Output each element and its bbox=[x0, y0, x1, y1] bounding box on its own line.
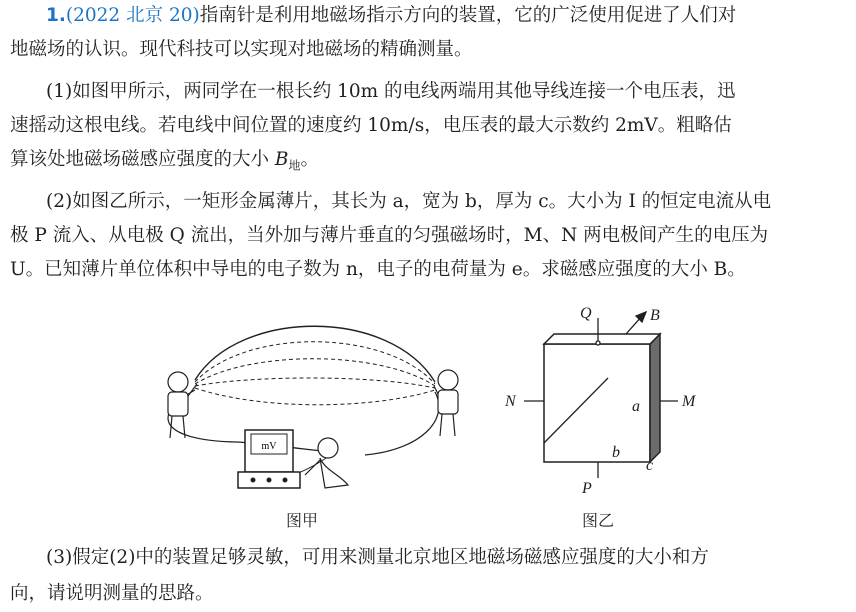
question-number: 1. bbox=[46, 5, 66, 26]
caption-yi: 图乙 bbox=[582, 511, 615, 530]
caption-jia: 图甲 bbox=[286, 511, 319, 530]
student-reading-meter bbox=[305, 438, 348, 488]
part3-line-2: 向，请说明测量的思路。 bbox=[10, 583, 214, 604]
symbol-b: B bbox=[274, 149, 289, 170]
figure-yi bbox=[500, 298, 710, 503]
b-field-arrow bbox=[626, 312, 646, 334]
label-c: c bbox=[646, 457, 654, 474]
part2-line-3: U。已知薄片单位体积中导电的电子数为 n，电子的电荷量为 e。求磁感应强度的大小 B。 bbox=[10, 259, 746, 280]
label-b-width: b bbox=[612, 444, 620, 461]
label-p: P bbox=[582, 480, 592, 497]
part3-line-1: (3)假定(2)中的装置足够灵敏，可用来测量北京地区地磁场磁感应强度的大小和方 bbox=[46, 547, 709, 568]
voltmeter-label: mV bbox=[261, 441, 277, 452]
wire-arcs bbox=[195, 326, 435, 405]
question-intro-line-2: 地磁场的认识。现代科技可以实现对地磁场的精确测量。 bbox=[10, 39, 473, 60]
part2-line-1: (2)如图乙所示，一矩形金属薄片，其长为 a，宽为 b，厚为 c。大小为 I 的恒定电流从电 bbox=[46, 191, 772, 212]
label-a: a bbox=[632, 398, 640, 415]
question-intro-line-1 bbox=[46, 4, 736, 28]
label-b: B bbox=[650, 307, 660, 324]
part1-line-3-text: 算该处地磁场磁感应强度的大小 bbox=[10, 149, 275, 170]
label-n: N bbox=[505, 393, 516, 410]
intro-text-1: 指南针是利用地磁场指示方向的装置，它的广泛使用促进了人们对 bbox=[199, 5, 737, 26]
part1-line-2: 速摇动这根电线。若电线中间位置的速度约 10m/s，电压表的最大示数约 2mV。粗略估 bbox=[10, 115, 732, 136]
part1-line-1: (1)如图甲所示，两同学在一根长约 10m 的电线两端用其他导线连接一个电压表，迅 bbox=[46, 81, 736, 102]
subscript-di: 地 bbox=[288, 158, 301, 173]
part2-line-2: 极 P 流入、从电极 Q 流出，当外加与薄片垂直的匀强磁场时，M、N 两电极间产生的电压为 bbox=[10, 225, 769, 246]
label-m: M bbox=[682, 393, 696, 410]
question-source: (2022 北京 20) bbox=[65, 5, 200, 26]
label-q: Q bbox=[580, 305, 592, 322]
period: 。 bbox=[300, 149, 320, 170]
metal-plate bbox=[544, 334, 660, 462]
figure-jia bbox=[150, 320, 480, 505]
part1-line-3 bbox=[10, 148, 319, 178]
voltmeter bbox=[238, 430, 300, 488]
student-right bbox=[434, 370, 458, 436]
